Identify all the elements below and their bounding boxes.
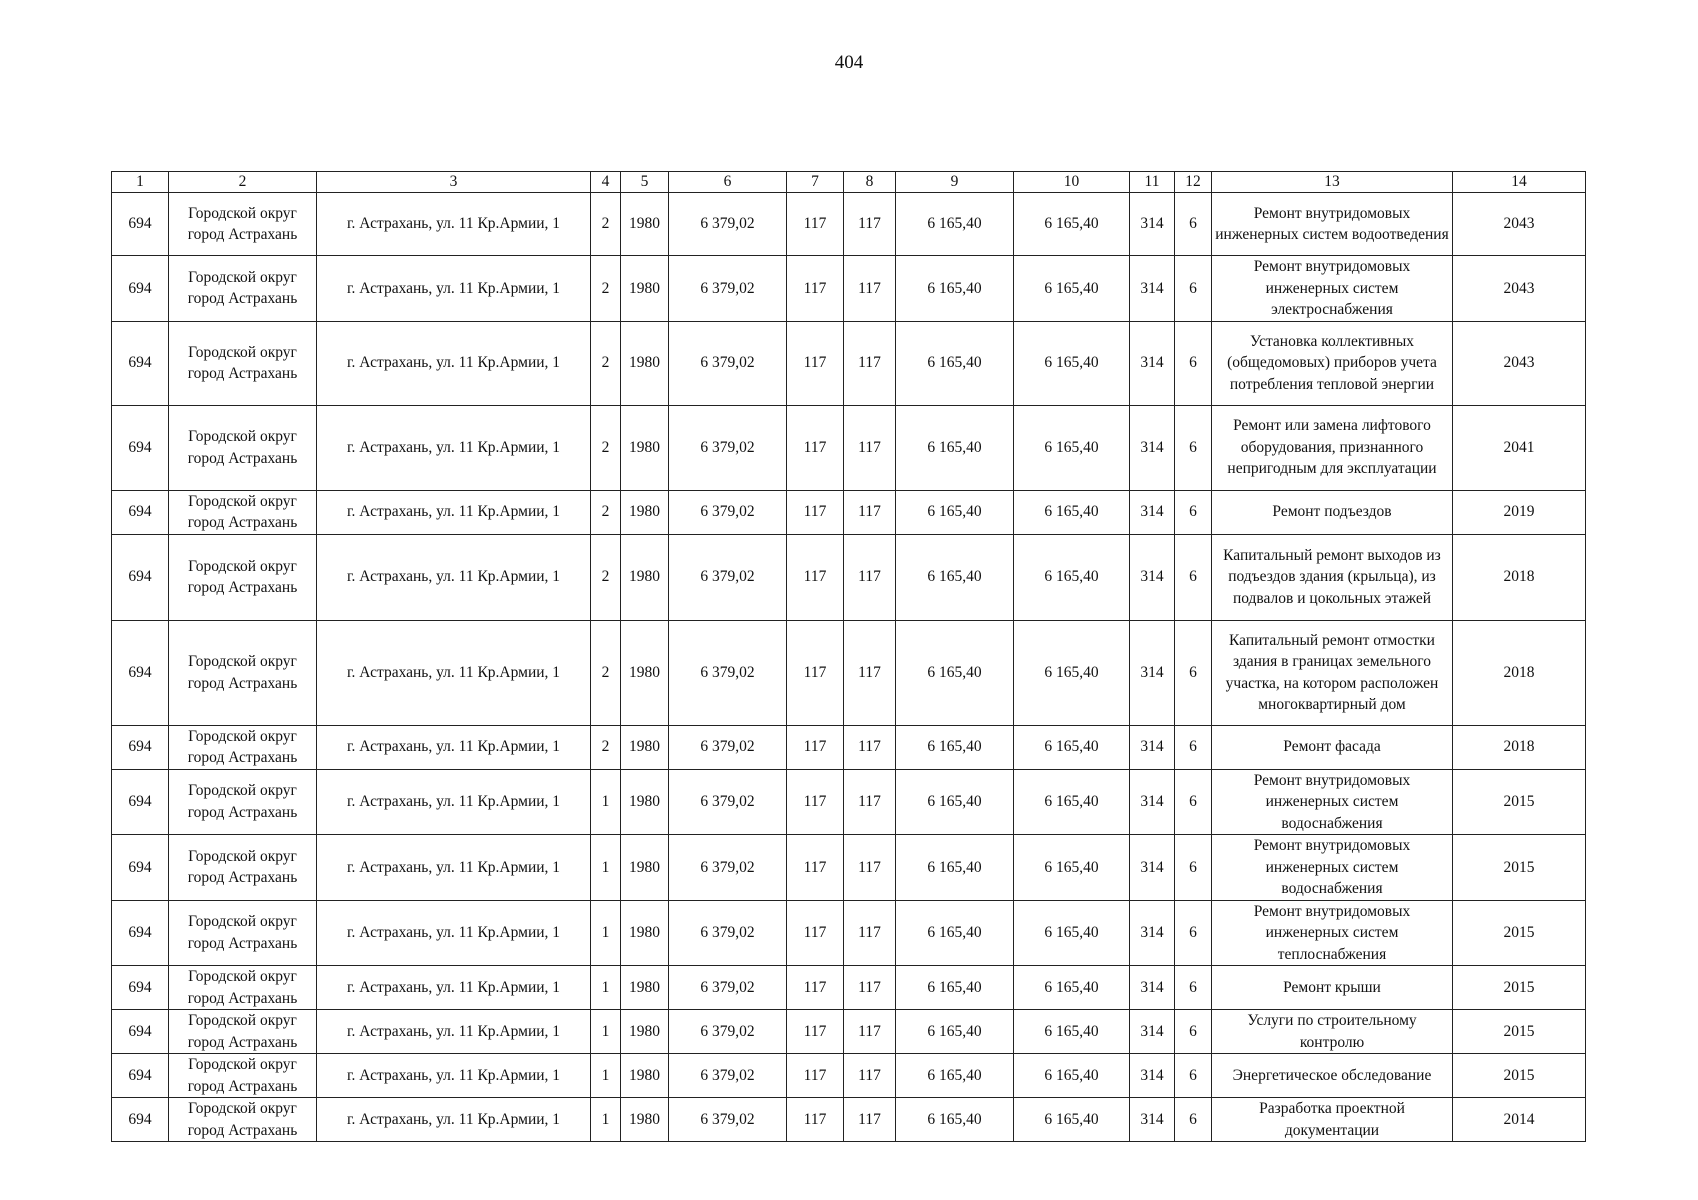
col-7-value: 117 (787, 534, 844, 620)
col-4-value: 1 (591, 966, 621, 1010)
residents-count: 314 (1130, 534, 1175, 620)
repair-type: Ремонт или замена лифтового оборудования, признанного непригодным для эксплуатации (1212, 405, 1453, 490)
col-4-value: 1 (591, 1010, 621, 1054)
year-built: 1980 (621, 1054, 669, 1098)
col-9-area: 6 165,40 (896, 966, 1014, 1010)
column-header-6: 6 (669, 172, 787, 193)
col-10-area: 6 165,40 (1014, 1010, 1130, 1054)
address: г. Астрахань, ул. 11 Кр.Армии, 1 (317, 490, 591, 534)
year-built: 1980 (621, 1098, 669, 1142)
residents-count: 314 (1130, 620, 1175, 725)
col-7-value: 117 (787, 769, 844, 835)
col-9-area: 6 165,40 (896, 900, 1014, 966)
col-12-value: 6 (1175, 321, 1212, 405)
col-4-value: 1 (591, 769, 621, 835)
planned-year: 2043 (1453, 321, 1586, 405)
repair-type: Ремонт внутридомовых инженерных систем теплоснабжения (1212, 900, 1453, 966)
planned-year: 2015 (1453, 835, 1586, 901)
total-area: 6 379,02 (669, 966, 787, 1010)
repair-type: Капитальный ремонт выходов из подъездов здания (крыльца), из подвалов и цокольных этажей (1212, 534, 1453, 620)
repair-type: Ремонт внутридомовых инженерных систем водоснабжения (1212, 835, 1453, 901)
col-9-area: 6 165,40 (896, 1054, 1014, 1098)
total-area: 6 379,02 (669, 835, 787, 901)
col-4-value: 2 (591, 725, 621, 769)
year-built: 1980 (621, 405, 669, 490)
col-12-value: 6 (1175, 490, 1212, 534)
col-7-value: 117 (787, 321, 844, 405)
year-built: 1980 (621, 725, 669, 769)
repair-type: Капитальный ремонт отмостки здания в границах земельного участка, на котором расположен многоквартирный дом (1212, 620, 1453, 725)
residents-count: 314 (1130, 1098, 1175, 1142)
year-built: 1980 (621, 256, 669, 322)
column-header-7: 7 (787, 172, 844, 193)
address: г. Астрахань, ул. 11 Кр.Армии, 1 (317, 725, 591, 769)
col-8-value: 117 (844, 1098, 896, 1142)
col-8-value: 117 (844, 321, 896, 405)
col-7-value: 117 (787, 193, 844, 256)
col-8-value: 117 (844, 1054, 896, 1098)
col-10-area: 6 165,40 (1014, 1098, 1130, 1142)
address: г. Астрахань, ул. 11 Кр.Армии, 1 (317, 620, 591, 725)
col-12-value: 6 (1175, 620, 1212, 725)
col-8-value: 117 (844, 620, 896, 725)
col-4-value: 2 (591, 490, 621, 534)
col-10-area: 6 165,40 (1014, 620, 1130, 725)
residents-count: 314 (1130, 769, 1175, 835)
residents-count: 314 (1130, 256, 1175, 322)
table-row (112, 620, 1586, 725)
table-row (112, 769, 1586, 835)
planned-year: 2015 (1453, 769, 1586, 835)
address: г. Астрахань, ул. 11 Кр.Армии, 1 (317, 769, 591, 835)
column-header-1: 1 (112, 172, 169, 193)
col-12-value: 6 (1175, 1010, 1212, 1054)
row-number: 694 (112, 256, 169, 322)
row-number: 694 (112, 725, 169, 769)
column-header-13: 13 (1212, 172, 1453, 193)
total-area: 6 379,02 (669, 620, 787, 725)
municipality: Городской округ город Астрахань (169, 966, 317, 1010)
residents-count: 314 (1130, 405, 1175, 490)
address: г. Астрахань, ул. 11 Кр.Армии, 1 (317, 1010, 591, 1054)
col-8-value: 117 (844, 900, 896, 966)
planned-year: 2018 (1453, 620, 1586, 725)
col-7-value: 117 (787, 405, 844, 490)
repair-type: Ремонт внутридомовых инженерных систем водоотведения (1212, 193, 1453, 256)
column-header-11: 11 (1130, 172, 1175, 193)
table-row (112, 900, 1586, 966)
year-built: 1980 (621, 620, 669, 725)
col-4-value: 1 (591, 1054, 621, 1098)
col-4-value: 2 (591, 405, 621, 490)
table-header (112, 172, 1586, 193)
col-10-area: 6 165,40 (1014, 490, 1130, 534)
planned-year: 2015 (1453, 966, 1586, 1010)
col-10-area: 6 165,40 (1014, 725, 1130, 769)
municipality: Городской округ город Астрахань (169, 534, 317, 620)
address: г. Астрахань, ул. 11 Кр.Армии, 1 (317, 321, 591, 405)
col-8-value: 117 (844, 534, 896, 620)
col-12-value: 6 (1175, 835, 1212, 901)
address: г. Астрахань, ул. 11 Кр.Армии, 1 (317, 193, 591, 256)
column-header-5: 5 (621, 172, 669, 193)
col-7-value: 117 (787, 835, 844, 901)
repair-type: Ремонт подъездов (1212, 490, 1453, 534)
table-row (112, 835, 1586, 901)
row-number: 694 (112, 193, 169, 256)
total-area: 6 379,02 (669, 256, 787, 322)
total-area: 6 379,02 (669, 193, 787, 256)
residents-count: 314 (1130, 1054, 1175, 1098)
col-8-value: 117 (844, 405, 896, 490)
repair-type: Ремонт крыши (1212, 966, 1453, 1010)
col-8-value: 117 (844, 769, 896, 835)
row-number: 694 (112, 490, 169, 534)
total-area: 6 379,02 (669, 490, 787, 534)
total-area: 6 379,02 (669, 1010, 787, 1054)
row-number: 694 (112, 620, 169, 725)
municipality: Городской округ город Астрахань (169, 256, 317, 322)
row-number: 694 (112, 1010, 169, 1054)
address: г. Астрахань, ул. 11 Кр.Армии, 1 (317, 534, 591, 620)
col-9-area: 6 165,40 (896, 321, 1014, 405)
col-7-value: 117 (787, 1010, 844, 1054)
row-number: 694 (112, 405, 169, 490)
col-10-area: 6 165,40 (1014, 534, 1130, 620)
planned-year: 2018 (1453, 534, 1586, 620)
col-10-area: 6 165,40 (1014, 769, 1130, 835)
col-10-area: 6 165,40 (1014, 966, 1130, 1010)
repair-program-table (111, 171, 1586, 1142)
year-built: 1980 (621, 1010, 669, 1054)
planned-year: 2018 (1453, 725, 1586, 769)
col-9-area: 6 165,40 (896, 534, 1014, 620)
table-row (112, 256, 1586, 322)
col-9-area: 6 165,40 (896, 1010, 1014, 1054)
col-8-value: 117 (844, 835, 896, 901)
col-4-value: 1 (591, 835, 621, 901)
year-built: 1980 (621, 534, 669, 620)
col-4-value: 1 (591, 1098, 621, 1142)
col-7-value: 117 (787, 1054, 844, 1098)
row-number: 694 (112, 769, 169, 835)
column-header-8: 8 (844, 172, 896, 193)
municipality: Городской округ город Астрахань (169, 1054, 317, 1098)
planned-year: 2015 (1453, 1010, 1586, 1054)
planned-year: 2043 (1453, 193, 1586, 256)
municipality: Городской округ город Астрахань (169, 321, 317, 405)
col-9-area: 6 165,40 (896, 769, 1014, 835)
col-10-area: 6 165,40 (1014, 321, 1130, 405)
table-row (112, 966, 1586, 1010)
col-4-value: 1 (591, 900, 621, 966)
table-row (112, 1054, 1586, 1098)
column-header-4: 4 (591, 172, 621, 193)
residents-count: 314 (1130, 490, 1175, 534)
header-row (112, 172, 1586, 193)
year-built: 1980 (621, 321, 669, 405)
col-9-area: 6 165,40 (896, 405, 1014, 490)
column-header-2: 2 (169, 172, 317, 193)
col-9-area: 6 165,40 (896, 1098, 1014, 1142)
col-9-area: 6 165,40 (896, 620, 1014, 725)
row-number: 694 (112, 835, 169, 901)
row-number: 694 (112, 321, 169, 405)
col-7-value: 117 (787, 256, 844, 322)
col-8-value: 117 (844, 966, 896, 1010)
col-10-area: 6 165,40 (1014, 1054, 1130, 1098)
col-7-value: 117 (787, 966, 844, 1010)
table-row (112, 321, 1586, 405)
col-12-value: 6 (1175, 256, 1212, 322)
column-header-3: 3 (317, 172, 591, 193)
col-12-value: 6 (1175, 1098, 1212, 1142)
col-10-area: 6 165,40 (1014, 835, 1130, 901)
planned-year: 2043 (1453, 256, 1586, 322)
col-10-area: 6 165,40 (1014, 256, 1130, 322)
table-row (112, 490, 1586, 534)
col-7-value: 117 (787, 490, 844, 534)
row-number: 694 (112, 534, 169, 620)
row-number: 694 (112, 900, 169, 966)
col-4-value: 2 (591, 193, 621, 256)
table-row (112, 1098, 1586, 1142)
residents-count: 314 (1130, 900, 1175, 966)
total-area: 6 379,02 (669, 405, 787, 490)
table-row (112, 193, 1586, 256)
col-9-area: 6 165,40 (896, 256, 1014, 322)
col-4-value: 2 (591, 256, 621, 322)
address: г. Астрахань, ул. 11 Кр.Армии, 1 (317, 966, 591, 1010)
repair-type: Ремонт внутридомовых инженерных систем электроснабжения (1212, 256, 1453, 322)
col-9-area: 6 165,40 (896, 193, 1014, 256)
address: г. Астрахань, ул. 11 Кр.Армии, 1 (317, 835, 591, 901)
address: г. Астрахань, ул. 11 Кр.Армии, 1 (317, 405, 591, 490)
repair-type: Услуги по строительному контролю (1212, 1010, 1453, 1054)
repair-type: Установка коллективных (общедомовых) приборов учета потребления тепловой энергии (1212, 321, 1453, 405)
col-12-value: 6 (1175, 966, 1212, 1010)
col-8-value: 117 (844, 256, 896, 322)
year-built: 1980 (621, 490, 669, 534)
residents-count: 314 (1130, 835, 1175, 901)
total-area: 6 379,02 (669, 725, 787, 769)
table-row (112, 534, 1586, 620)
col-12-value: 6 (1175, 193, 1212, 256)
total-area: 6 379,02 (669, 900, 787, 966)
repair-type: Ремонт внутридомовых инженерных систем водоснабжения (1212, 769, 1453, 835)
municipality: Городской округ город Астрахань (169, 405, 317, 490)
col-8-value: 117 (844, 1010, 896, 1054)
municipality: Городской округ город Астрахань (169, 490, 317, 534)
year-built: 1980 (621, 835, 669, 901)
municipality: Городской округ город Астрахань (169, 835, 317, 901)
planned-year: 2041 (1453, 405, 1586, 490)
column-header-10: 10 (1014, 172, 1130, 193)
year-built: 1980 (621, 193, 669, 256)
planned-year: 2014 (1453, 1098, 1586, 1142)
address: г. Астрахань, ул. 11 Кр.Армии, 1 (317, 256, 591, 322)
municipality: Городской округ город Астрахань (169, 725, 317, 769)
col-12-value: 6 (1175, 725, 1212, 769)
col-7-value: 117 (787, 1098, 844, 1142)
col-8-value: 117 (844, 490, 896, 534)
address: г. Астрахань, ул. 11 Кр.Армии, 1 (317, 900, 591, 966)
col-9-area: 6 165,40 (896, 490, 1014, 534)
residents-count: 314 (1130, 193, 1175, 256)
col-4-value: 2 (591, 534, 621, 620)
residents-count: 314 (1130, 966, 1175, 1010)
planned-year: 2019 (1453, 490, 1586, 534)
total-area: 6 379,02 (669, 1054, 787, 1098)
municipality: Городской округ город Астрахань (169, 769, 317, 835)
planned-year: 2015 (1453, 1054, 1586, 1098)
col-12-value: 6 (1175, 534, 1212, 620)
col-12-value: 6 (1175, 900, 1212, 966)
column-header-14: 14 (1453, 172, 1586, 193)
table-row (112, 725, 1586, 769)
column-header-12: 12 (1175, 172, 1212, 193)
table-body (112, 193, 1586, 1142)
col-4-value: 2 (591, 620, 621, 725)
col-10-area: 6 165,40 (1014, 405, 1130, 490)
repair-type: Ремонт фасада (1212, 725, 1453, 769)
total-area: 6 379,02 (669, 321, 787, 405)
row-number: 694 (112, 966, 169, 1010)
row-number: 694 (112, 1098, 169, 1142)
year-built: 1980 (621, 900, 669, 966)
col-8-value: 117 (844, 193, 896, 256)
col-9-area: 6 165,40 (896, 835, 1014, 901)
municipality: Городской округ город Астрахань (169, 1098, 317, 1142)
table-row (112, 405, 1586, 490)
municipality: Городской округ город Астрахань (169, 620, 317, 725)
repair-type: Разработка проектной документации (1212, 1098, 1453, 1142)
col-7-value: 117 (787, 900, 844, 966)
planned-year: 2015 (1453, 900, 1586, 966)
col-10-area: 6 165,40 (1014, 193, 1130, 256)
col-7-value: 117 (787, 620, 844, 725)
total-area: 6 379,02 (669, 1098, 787, 1142)
repair-type: Энергетическое обследование (1212, 1054, 1453, 1098)
address: г. Астрахань, ул. 11 Кр.Армии, 1 (317, 1098, 591, 1142)
col-9-area: 6 165,40 (896, 725, 1014, 769)
col-12-value: 6 (1175, 405, 1212, 490)
col-10-area: 6 165,40 (1014, 900, 1130, 966)
col-8-value: 117 (844, 725, 896, 769)
column-header-9: 9 (896, 172, 1014, 193)
col-12-value: 6 (1175, 769, 1212, 835)
total-area: 6 379,02 (669, 534, 787, 620)
municipality: Городской округ город Астрахань (169, 1010, 317, 1054)
residents-count: 314 (1130, 1010, 1175, 1054)
col-7-value: 117 (787, 725, 844, 769)
residents-count: 314 (1130, 725, 1175, 769)
col-12-value: 6 (1175, 1054, 1212, 1098)
residents-count: 314 (1130, 321, 1175, 405)
total-area: 6 379,02 (669, 769, 787, 835)
table-row (112, 1010, 1586, 1054)
municipality: Городской округ город Астрахань (169, 193, 317, 256)
municipality: Городской округ город Астрахань (169, 900, 317, 966)
col-4-value: 2 (591, 321, 621, 405)
year-built: 1980 (621, 769, 669, 835)
year-built: 1980 (621, 966, 669, 1010)
address: г. Астрахань, ул. 11 Кр.Армии, 1 (317, 1054, 591, 1098)
row-number: 694 (112, 1054, 169, 1098)
page-number: 404 (834, 52, 864, 73)
